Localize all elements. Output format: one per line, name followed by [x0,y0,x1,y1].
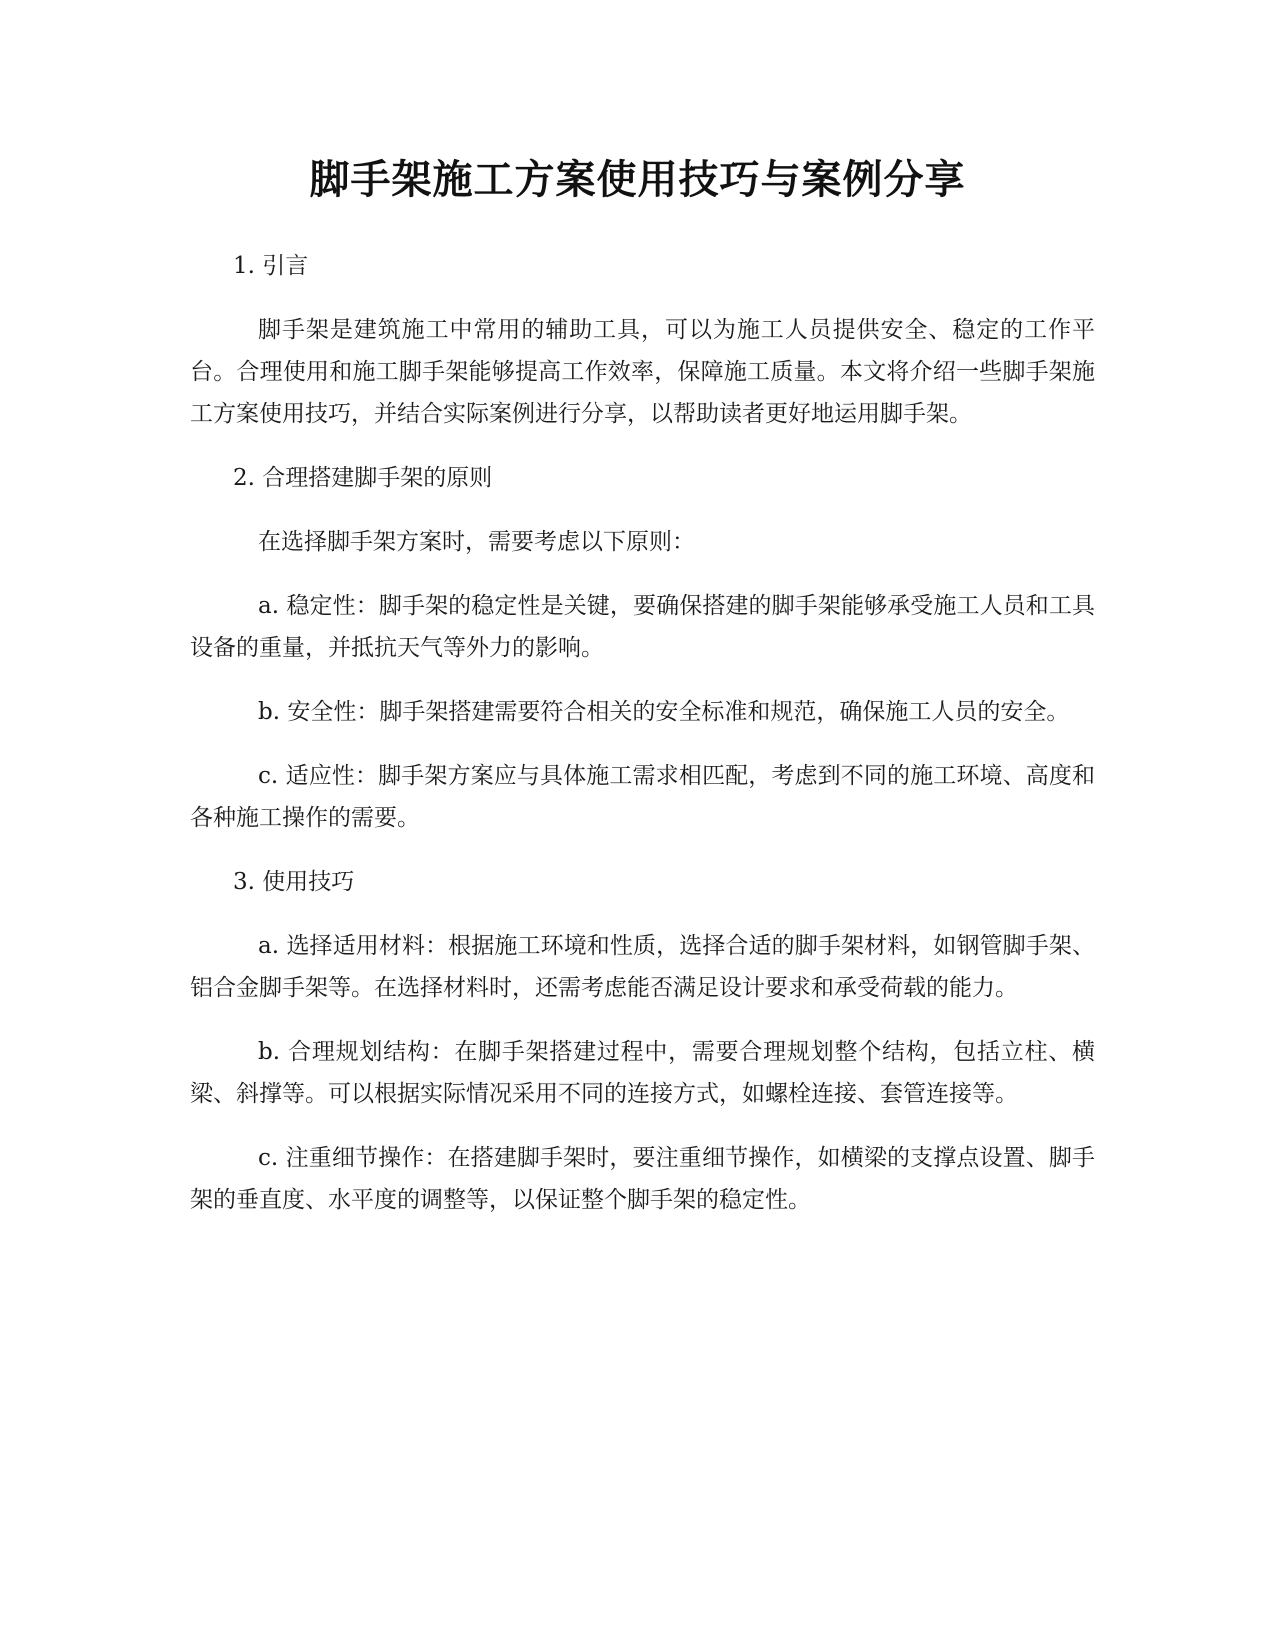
paragraph-principles-lead: 在选择脚手架方案时，需要考虑以下原则： [258,529,695,555]
section-heading-principles: 2. 合理搭建脚手架的原则 [233,465,493,491]
paragraph-tip-structure: b. 合理规划结构：在脚手架搭建过程中，需要合理规划整个结构，包括立柱、横梁、斜撑等。可以根据实际情况采用不同的连接方式，如螺栓连接、套管连接等。 [190,1039,1095,1107]
paragraph-intro: 脚手架是建筑施工中常用的辅助工具，可以为施工人员提供安全、稳定的工作平台。合理使用和施工脚手架能够提高工作效率，保障施工质量。本文将介绍一些脚手架施工方案使用技巧，并结合实际案例进行分享，以帮助读者更好地运用脚手架。 [190,317,1095,427]
paragraph-principle-safety: b. 安全性：脚手架搭建需要符合相关的安全标准和规范，确保施工人员的安全。 [258,699,1070,725]
paragraph-tip-materials: a. 选择适用材料：根据施工环境和性质，选择合适的脚手架材料，如钢管脚手架、铝合金脚手架等。在选择材料时，还需考虑能否满足设计要求和承受荷载的能力。 [190,933,1095,1001]
document-body [190,245,1095,1243]
section-heading-intro: 1. 引言 [233,253,309,279]
paragraph-tip-details: c. 注重细节操作：在搭建脚手架时，要注重细节操作，如横梁的支撑点设置、脚手架的垂直度、水平度的调整等，以保证整个脚手架的稳定性。 [190,1145,1095,1213]
paragraph-principle-adaptability: c. 适应性：脚手架方案应与具体施工需求相匹配，考虑到不同的施工环境、高度和各种施工操作的需要。 [190,763,1095,831]
section-heading-tips: 3. 使用技巧 [233,869,355,895]
document-title: 脚手架施工方案使用技巧与案例分享 [309,157,966,203]
paragraph-principle-stability: a. 稳定性：脚手架的稳定性是关键，要确保搭建的脚手架能够承受施工人员和工具设备的重量，并抵抗天气等外力的影响。 [190,593,1095,661]
